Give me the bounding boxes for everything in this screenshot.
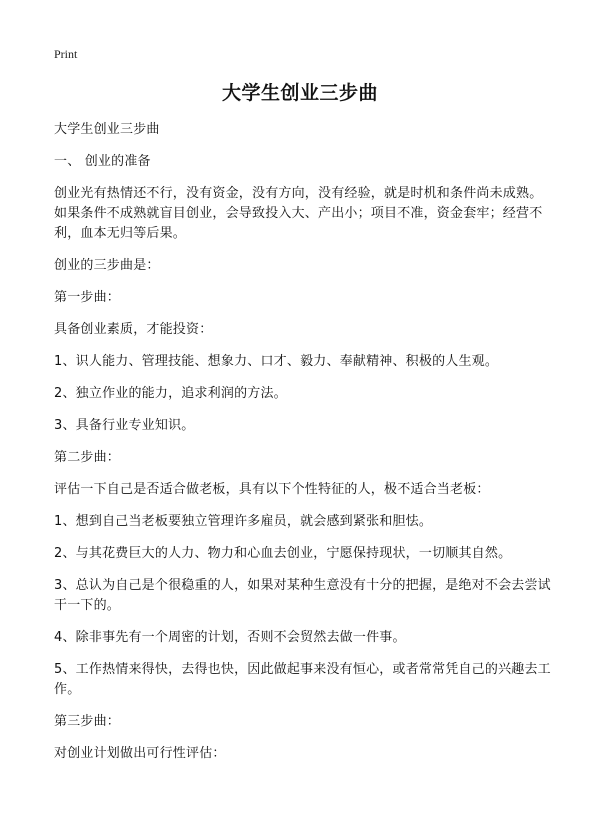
paragraph-three-steps: 创业的三步曲是： [54,258,160,273]
paragraph-step-two-item-1: 1、想到自己当老板要独立管理许多雇员，就会感到紧张和胆怯。 [54,514,433,529]
paragraph-step-one-item-1: 1、识人能力、管理技能、想象力、口才、毅力、奉献精神、积极的人生观。 [54,354,499,369]
paragraph-step-three-desc: 对创业计划做出可行性评估： [54,746,226,761]
print-link[interactable]: Print [54,47,78,61]
paragraph-step-three: 第三步曲： [54,714,121,729]
paragraph-step-one-item-3: 3、具备行业专业知识。 [54,418,195,433]
article-body [54,120,554,776]
paragraph-step-two-item-2: 2、与其花费巨大的人力、物力和心血去创业，宁愿保持现状，一切顺其自然。 [54,546,512,561]
paragraph-step-two-desc: 评估一下自己是否适合做老板，具有以下个性特征的人，极不适合当老板： [54,482,490,497]
paragraph-step-two-item-3: 3、总认为自己是个很稳重的人，如果对某种生意没有十分的把握，是绝对不会去尝试干一下的。 [54,578,551,613]
paragraph-step-one: 第一步曲： [54,290,121,305]
paragraph-intro: 创业光有热情还不行，没有资金，没有方向，没有经验，就是时机和条件尚未成熟。如果条件不成熟就盲目创业，会导致投入大、产出小；项目不准，资金套牢；经营不利，血本无归等后果。 [54,186,543,241]
paragraph-step-one-desc: 具备创业素质，才能投资： [54,322,213,337]
paragraph-step-two-item-5: 5、工作热情来得快，去得也快，因此做起事来没有恒心，或者常常凭自己的兴趣去工作。 [54,662,551,697]
paragraph-step-one-item-2: 2、独立作业的能力，追求利润的方法。 [54,386,287,401]
paragraph-step-two-item-4: 4、除非事先有一个周密的计划，否则不会贸然去做一件事。 [54,630,406,645]
page-title: 大学生创业三步曲 [221,82,378,104]
paragraph-step-two: 第二步曲： [54,450,121,465]
paragraph-subtitle: 大学生创业三步曲 [54,122,160,137]
paragraph-section-heading: 一、 创业的准备 [54,154,151,169]
